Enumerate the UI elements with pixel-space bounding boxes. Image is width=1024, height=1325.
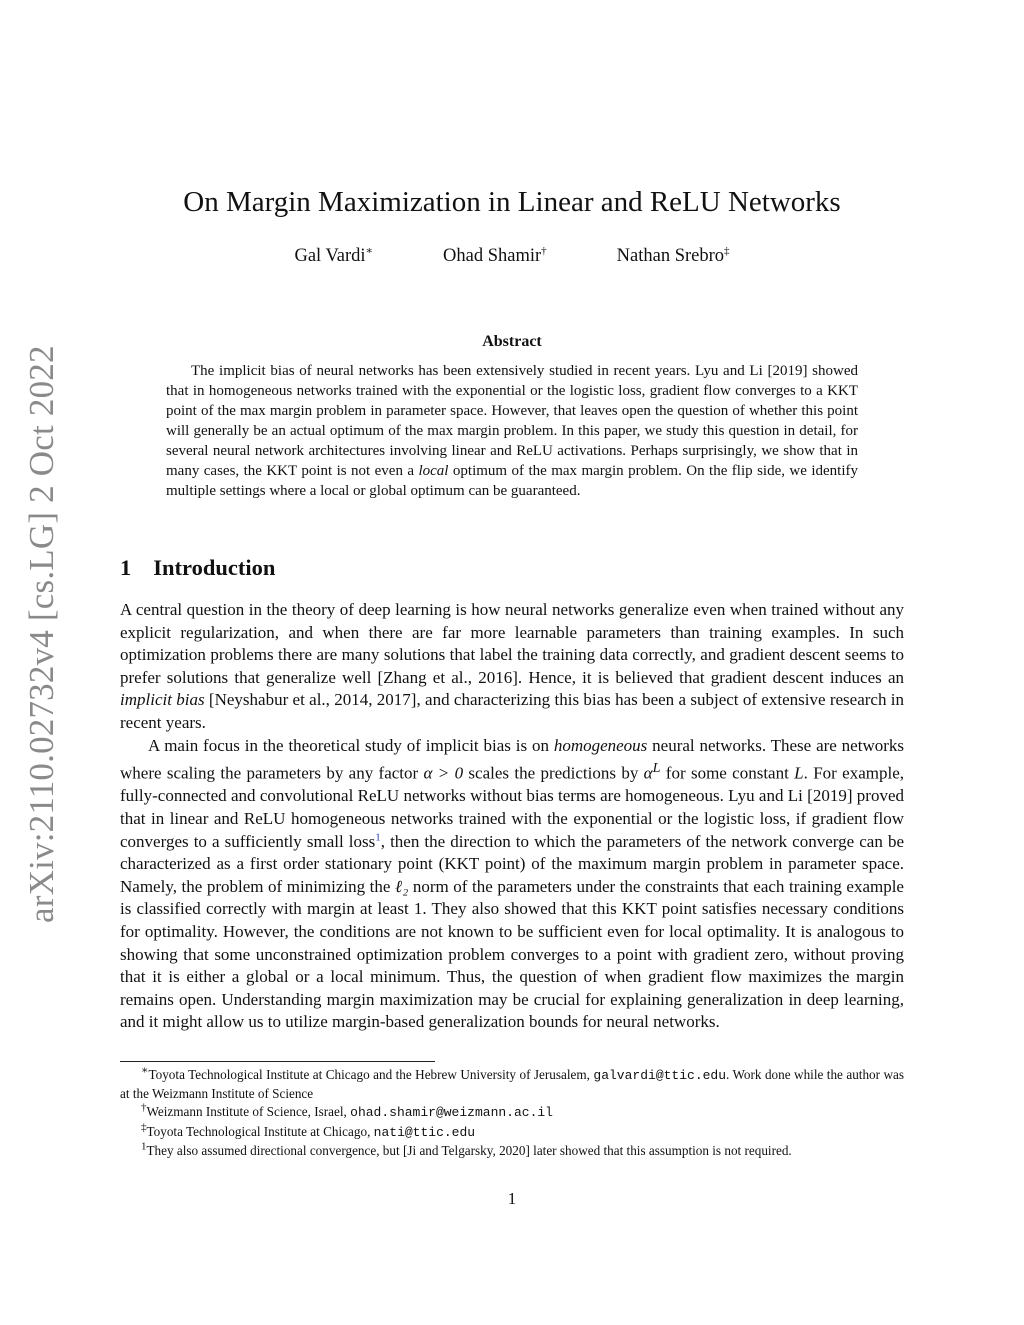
author-name: Nathan Srebro — [616, 246, 725, 266]
abstract-heading: Abstract — [482, 333, 542, 350]
abstract-emphasis: local — [418, 463, 449, 479]
abstract-text: optimum of the max margin problem. On the flip side, we identify multiple settings where a local or global optimum can be guaranteed. — [166, 463, 858, 499]
author-name: Ohad Shamir — [443, 246, 542, 266]
footnote-shamir — [120, 1103, 904, 1122]
arxiv-identifier-stamp — [2, 345, 82, 923]
intro-text: , then the direction to which the parameters of the network converge can be characterized as a first order stationary point (KKT point) of the maximum margin problem in parameter space. Namely, the problem of minimizing the — [120, 831, 904, 896]
author-list — [0, 243, 1024, 269]
intro-text: A central question in the theory of deep learning is how neural networks generalize even when trained without any explicit regularization, and when there are far more learnable parameters than training examples. In such optimization problems there are many solutions that label the training data correctly, and gradient descent seems to prefer solutions that generalize well [Zhang et al., 2016]. Hence, it is believed that gradient descent induces an — [120, 600, 904, 687]
email-link[interactable]: ohad.shamir@weizmann.ac.il — [350, 1105, 553, 1121]
footnote-vardi — [120, 1066, 904, 1103]
intro-text: neural networks. These are networks where scaling the parameters by any factor — [120, 735, 904, 783]
page-number: 1 — [507, 1189, 517, 1208]
arxiv-id: arXiv:2110.02732v4 [cs.LG] 2 Oct 2022 — [22, 345, 61, 923]
email-link[interactable]: galvardi@ttic.edu — [593, 1068, 727, 1083]
math-alpha: α — [643, 763, 653, 783]
abstract-text: The implicit bias of neural networks has been extensively studied in recent years. Lyu and Li [2019] showed that in homogeneous networks trained with the exponential or the logistic loss, gradient flow converges to a KKT point of the max margin problem in parameter space. However, that leaves open the question of whether this point will generally be an actual optimum of the max margin problem. In this paper, we study this question in detail, for several neural network architectures involving linear and ReLU activations. Perhaps surprisingly, we show that in many cases, the KKT point is not even a — [166, 363, 858, 479]
footnote-srebro — [120, 1123, 904, 1142]
footnote-text: Weizmann Institute of Science, Israel, — [146, 1104, 351, 1120]
abstract-body — [166, 361, 858, 501]
abstract-paragraph — [166, 361, 858, 501]
footnote-reference-1[interactable]: 1 — [375, 830, 381, 843]
intro-text: scales the predictions by — [463, 763, 644, 783]
section-number: 1 — [120, 555, 132, 580]
intro-text: [Neyshabur et al., 2014, 2017], and characterizing this bias has been a subject of extensive research in recent years. — [120, 690, 904, 732]
intro-paragraph-1 — [120, 599, 904, 735]
intro-text: A main focus in the theoretical study of implicit bias is on — [148, 735, 554, 755]
footnote-mark: † — [141, 1102, 147, 1115]
intro-emphasis: homogeneous — [553, 735, 648, 755]
footnote-text: Toyota Technological Institute at Chicago and the Hebrew University of Jerusalem, — [148, 1067, 594, 1082]
paper-title: On Margin Maximization in Linear and ReLU Networks — [183, 186, 841, 218]
math-l2-norm: ℓ₂ — [395, 876, 409, 896]
footnote-mark: 1 — [141, 1140, 147, 1153]
footnote-mark: ∗ — [141, 1064, 149, 1077]
footnote-text: They also assumed directional convergence, but [Ji and Telgarsky, 2020] later showed that this assumption is not required. — [146, 1142, 792, 1158]
email-link[interactable]: nati@ttic.edu — [373, 1124, 476, 1140]
section-title: Introduction — [153, 555, 276, 580]
math-constant-l: L — [794, 763, 804, 783]
intro-paragraph-2 — [120, 735, 904, 1034]
author-name: Gal Vardi — [294, 246, 366, 266]
math-alpha-positive: α > 0 — [423, 763, 464, 783]
footnote-rule — [120, 1061, 435, 1062]
author-mark: † — [541, 244, 547, 257]
footnotes — [120, 1066, 904, 1160]
footnote-mark: ‡ — [141, 1121, 147, 1134]
intro-text: . For example, fully-connected and convolutional ReLU networks without bias terms are homogeneous. Lyu and Li [2019] proved that in linear and ReLU homogeneous networks trained with the exponential or the logistic loss, if gradient flow converges to a sufficiently small loss — [120, 763, 904, 851]
author-mark: ‡ — [724, 244, 730, 257]
author-srebro — [617, 243, 730, 269]
intro-text: for some constant — [660, 763, 795, 783]
author-mark: ∗ — [365, 244, 374, 257]
intro-text: norm of the parameters under the constraints that each training example is classified correctly with margin at least 1. They also showed that this KKT point satisfies necessary conditions for optimality. However, the conditions are not known to be sufficient even for local optimality. It is analogous to showing that some unconstrained optimization problem converges to a point with gradient zero, without proving that it is either a global or a local minimum. Thus, the question of when gradient flow maximizes the margin remains open. Understanding margin maximization may be crucial for explaining generalization in deep learning, and it might allow us to utilize margin-based generalization bounds for neural networks. — [120, 876, 904, 1032]
footnote-1 — [120, 1142, 904, 1160]
footnote-text: . Work done while the author was at the Weizmann Institute of Science — [120, 1067, 904, 1102]
footnote-text: Toyota Technological Institute at Chicago, — [146, 1123, 374, 1139]
introduction-body — [120, 599, 904, 1034]
author-shamir — [443, 243, 547, 269]
section-heading-introduction — [120, 553, 275, 583]
intro-emphasis: implicit bias — [120, 690, 205, 710]
math-exponent-l: L — [652, 760, 661, 777]
author-vardi — [294, 243, 373, 269]
